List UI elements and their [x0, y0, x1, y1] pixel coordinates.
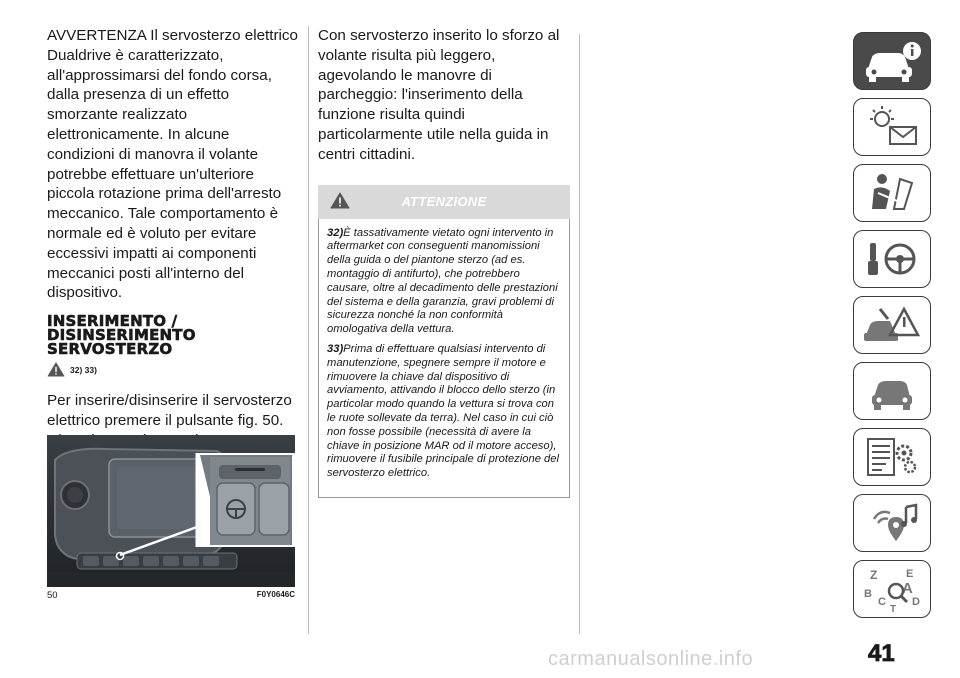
index-letter: A: [902, 580, 913, 597]
middle-column: [318, 26, 570, 498]
tab-starting-driving[interactable]: [853, 230, 931, 288]
attention-item: [327, 343, 563, 481]
attention-item-number: 32): [327, 226, 344, 239]
tab-safety[interactable]: [853, 164, 931, 222]
attention-box: [318, 219, 570, 498]
watermark: carmanualsonline.info: [548, 648, 754, 670]
accident-tools-icon: [860, 301, 924, 349]
index-letter: Z: [870, 568, 878, 582]
index-letter: E: [906, 568, 914, 580]
key-steering-wheel-icon: [860, 235, 924, 283]
section-heading-line: SERVOSTERZO: [47, 340, 173, 359]
attention-header: [318, 185, 570, 219]
middle-paragraph: Con servosterzo inserito lo sforzo al volante risulta più leggero, agevolando le manovre di parcheggio: l'inserimento della funzione risulta quindi particolarmente utile nella guida in centri cittadini.: [318, 27, 560, 163]
section-heading-line: DISINSERIMENTO: [47, 326, 196, 345]
figure-code: F0Y0646C: [256, 590, 295, 599]
dashboard-photo: [47, 435, 295, 587]
column-divider: [579, 34, 580, 634]
intro-paragraph: AVVERTENZA Il servosterzo elettrico Dualdrive è caratterizzato, all'approssimarsi del fondo corsa, dalla presenza di un effetto smorzante realizzato elettronicamente. In alcune condizioni di manovra il volante potrebbe effettuare un'ulteriore piccola rotazione prima dell'arresto meccanico. Tale comportamento è normale ed è voluto per evitare eccessivi impatti ai componenti meccanici posti all'interno del dispositivo.: [47, 27, 298, 302]
instruction-paragraph: Per inserire/disinserire il servosterzo elettrico premere il pulsante fig. 50.: [47, 392, 292, 429]
tab-emergency[interactable]: [853, 296, 931, 354]
car-front-icon: [860, 367, 924, 415]
car-info-icon: [860, 37, 924, 85]
tab-warning-lights[interactable]: [853, 98, 931, 156]
tab-car-info[interactable]: [853, 32, 931, 90]
index-letter: T: [890, 604, 897, 613]
warning-triangle-icon: [330, 192, 350, 209]
figure-caption: [47, 590, 295, 601]
attention-item-text: È tassativamente vietato ogni intervento in aftermarket con conseguenti manomissioni della guida o del piantone sterzo (ad es. montaggio di antifurto), che potrebbero causare, oltre al decadimento delle prestazioni del sistema e della garanzia, gravi problemi di sicurezza nonché la non conformità omologativa della vettura.: [327, 226, 558, 336]
page-number: 41: [868, 640, 895, 667]
section-heading-line: INSERIMENTO /: [47, 312, 178, 331]
index-letter: C: [878, 596, 886, 608]
tab-index[interactable]: [853, 560, 931, 618]
left-column: [47, 26, 299, 490]
warning-refs-text: 32) 33): [70, 364, 97, 375]
warning-refs: [47, 362, 299, 377]
attention-title: ATTENZIONE: [401, 194, 487, 210]
tab-technical-data[interactable]: [853, 428, 931, 486]
specs-gears-icon: [860, 433, 924, 481]
index-letter: B: [864, 588, 872, 600]
index-letter: D: [912, 596, 920, 608]
section-heading: [47, 312, 299, 359]
warning-triangle-icon: [47, 362, 65, 377]
airbag-seat-icon: [860, 169, 924, 217]
chapter-tabs: [853, 32, 933, 626]
tab-maintenance[interactable]: [853, 362, 931, 420]
attention-item-number: 33): [327, 342, 344, 355]
attention-item: [327, 227, 563, 337]
attention-item-text: Prima di effettuare qualsiasi intervento di manutenzione, spegnere sempre il motore e rimuovere la chiave dal dispositivo di avviamento, attivando il blocco dello sterzo (in particolar modo quando la vettura si trova con le ruote sollevate da terra). Nel caso in cui ciò non fosse possibile (necessità di avere la chiave in posizione MAR od il motore acceso), rimuovere il fusibile principale di protezione del servosterzo elettrico.: [327, 342, 559, 480]
dashboard-figure: [47, 435, 295, 587]
tab-multimedia[interactable]: [853, 494, 931, 552]
figure-number: 50: [47, 590, 58, 601]
multimedia-icon: [860, 499, 924, 547]
column-divider: [308, 26, 309, 634]
warning-lights-message-icon: [860, 103, 924, 151]
alphabet-index-icon: [860, 565, 924, 613]
